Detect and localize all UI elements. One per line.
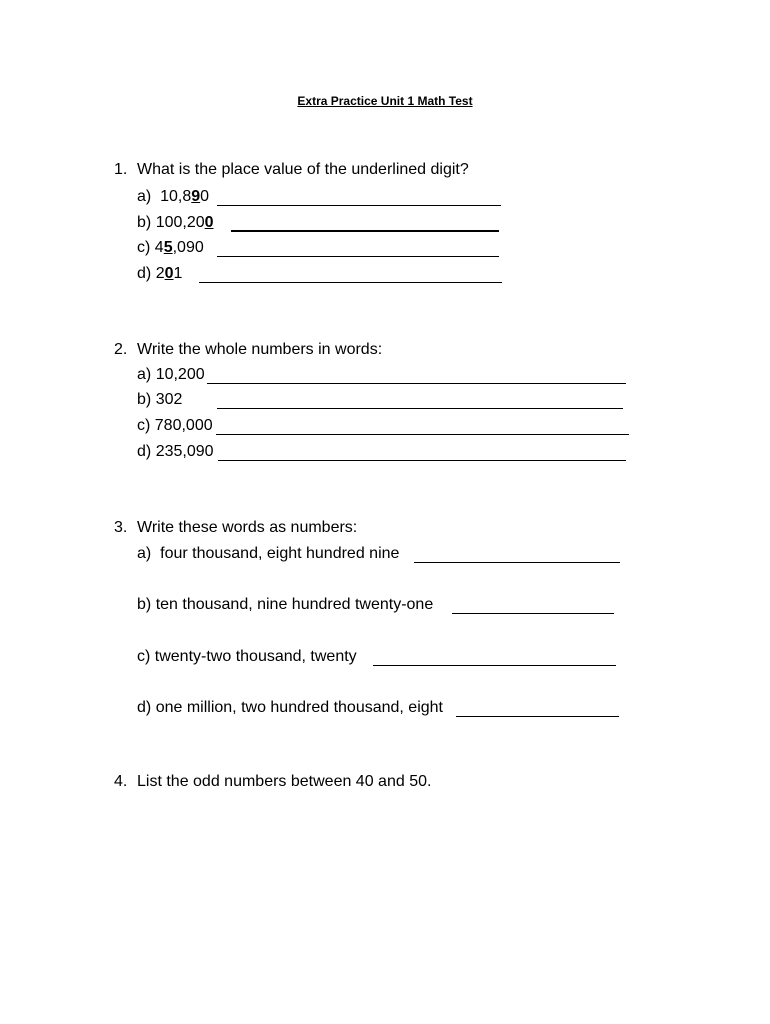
item-value: ten thousand, nine hundred twenty-one — [155, 596, 434, 613]
question-text: Write these words as numbers: — [137, 519, 358, 536]
question-number: 1. — [114, 161, 128, 178]
item-label: a) — [137, 188, 152, 205]
answer-blank[interactable] — [199, 282, 502, 283]
number-part: 4 — [154, 239, 164, 256]
underlined-digit: 5 — [163, 239, 173, 256]
item-label: a) — [137, 545, 152, 562]
number-part: 10,8 — [160, 188, 192, 205]
number-part: 2 — [155, 265, 165, 282]
underlined-digit: 0 — [204, 214, 214, 231]
item-value: four thousand, eight hundred nine — [160, 545, 400, 562]
answer-blank[interactable] — [218, 460, 626, 461]
item-label: d) — [137, 265, 152, 282]
number-part: 0 — [200, 188, 210, 205]
number-part: ,090 — [172, 239, 204, 256]
answer-blank[interactable] — [231, 230, 499, 232]
item-value: 780,000 — [154, 417, 213, 434]
answer-blank[interactable] — [217, 205, 501, 206]
answer-blank[interactable] — [414, 562, 620, 563]
underlined-digit: 0 — [164, 265, 174, 282]
question-number: 2. — [114, 341, 128, 358]
underlined-digit: 9 — [191, 188, 201, 205]
item-label: b) — [137, 391, 152, 408]
item-label: c) — [137, 648, 151, 665]
answer-blank[interactable] — [216, 434, 629, 435]
answer-blank[interactable] — [217, 256, 499, 257]
answer-blank[interactable] — [456, 716, 619, 717]
question-text: Write the whole numbers in words: — [137, 341, 383, 358]
item-label: d) — [137, 443, 152, 460]
item-value: 235,090 — [155, 443, 214, 460]
worksheet-title: Extra Practice Unit 1 Math Test — [297, 94, 473, 108]
answer-blank[interactable] — [452, 613, 614, 614]
item-value: 10,200 — [155, 366, 205, 383]
item-value: twenty-two thousand, twenty — [154, 648, 357, 665]
item-value: one million, two hundred thousand, eight — [155, 699, 443, 716]
question-number: 3. — [114, 519, 128, 536]
question-text: List the odd numbers between 40 and 50. — [137, 773, 432, 790]
answer-blank[interactable] — [373, 665, 616, 666]
item-value: 302 — [155, 391, 183, 408]
question-text: What is the place value of the underlined digit? — [137, 161, 469, 178]
answer-blank[interactable] — [207, 383, 626, 384]
number-part: 1 — [173, 265, 183, 282]
answer-blank[interactable] — [217, 408, 623, 409]
item-label: c) — [137, 239, 151, 256]
item-label: d) — [137, 699, 152, 716]
item-label: b) — [137, 596, 152, 613]
item-label: c) — [137, 417, 151, 434]
number-part: 100,20 — [155, 214, 205, 231]
item-label: a) — [137, 366, 152, 383]
question-number: 4. — [114, 773, 128, 790]
item-label: b) — [137, 214, 152, 231]
